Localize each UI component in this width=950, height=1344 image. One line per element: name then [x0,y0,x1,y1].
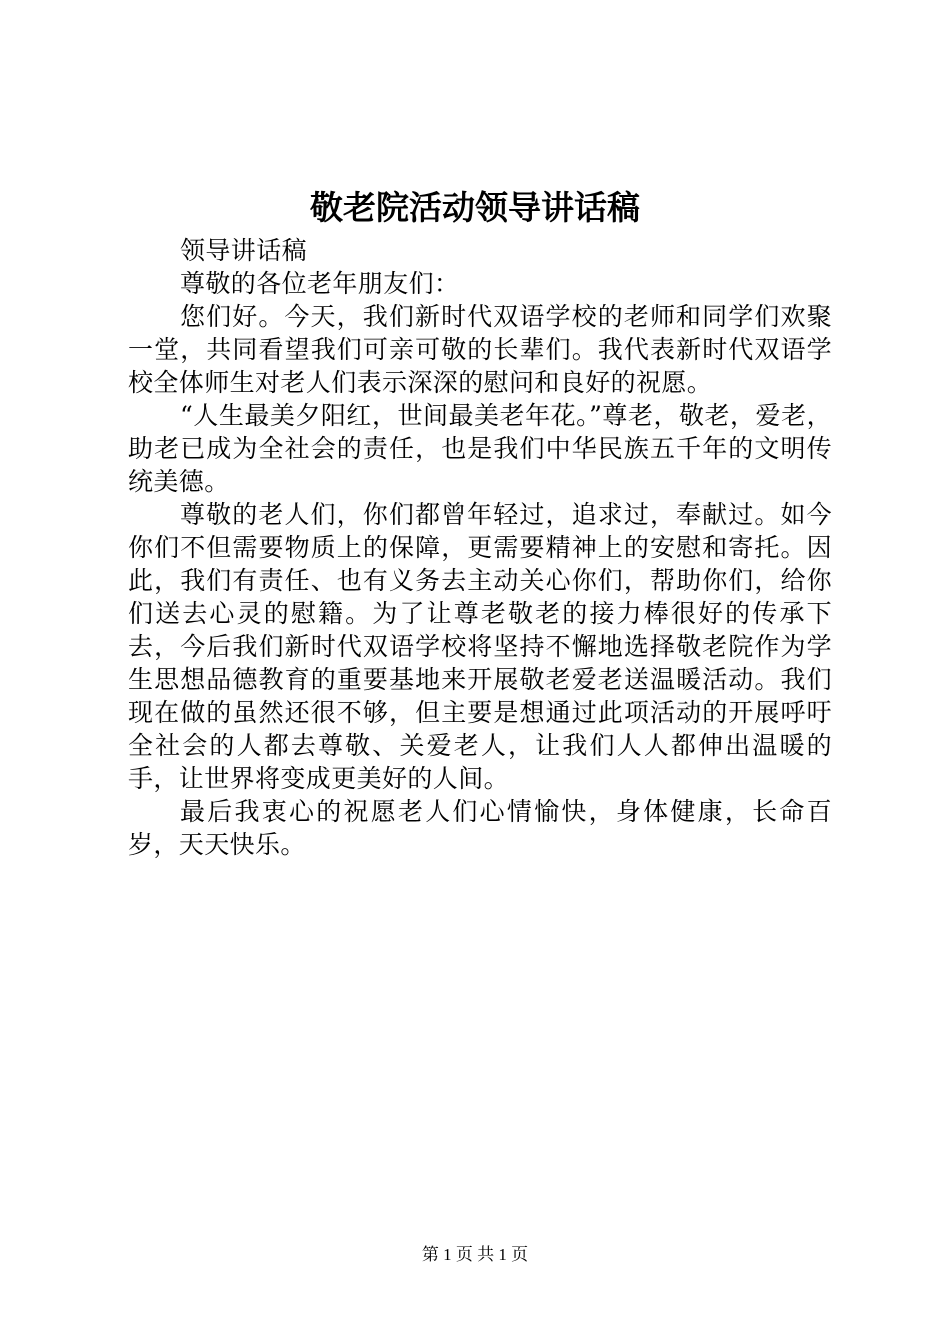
paragraph-salutation: 尊敬的各位老年朋友们： [180,269,460,298]
paragraph-subtitle: 领导讲话稿 [180,236,308,265]
paragraph-main: 尊敬的老人们，你们都曾年轻过，追求过，奉献过。如今你们不但需要物质上的保障，更需要精神上的安慰和寄托。因此，我们有责任、也有义务去主动关心你们，帮助你们，给你们送去心灵的慰籍。为了让尊老敬老的接力棒很好的传承下去，今后我们新时代双语学校将坚持不懈地选择敬老院作为学生思想品德教育的重要基地来开展敬老爱老送温暖活动。我们现在做的虽然还很不够，但主要是想通过此项活动的开展呼吁全社会的人都去尊敬、关爱老人，让我们人人都伸出温暖的手，让世界将变成更美好的人间。 [128,500,832,793]
paragraph-closing: 最后我衷心的祝愿老人们心情愉快，身体健康，长命百岁，天天快乐。 [128,797,832,859]
page-footer: 第 1 页 共 1 页 [421,1245,529,1264]
paragraph-quote: “人生最美夕阳红，世间最美老年花。”尊老，敬老，爱老，助老已成为全社会的责任，也是我们中华民族五千年的文明传统美德。 [128,401,832,496]
paragraph-greeting: 您们好。今天，我们新时代双语学校的老师和同学们欢聚一堂，共同看望我们可亲可敬的长辈们。我代表新时代双语学校全体师生对老人们表示深深的慰问和良好的祝愿。 [128,302,832,397]
document-title: 敬老院活动领导讲话稿 [310,188,640,227]
document-body [128,234,832,861]
